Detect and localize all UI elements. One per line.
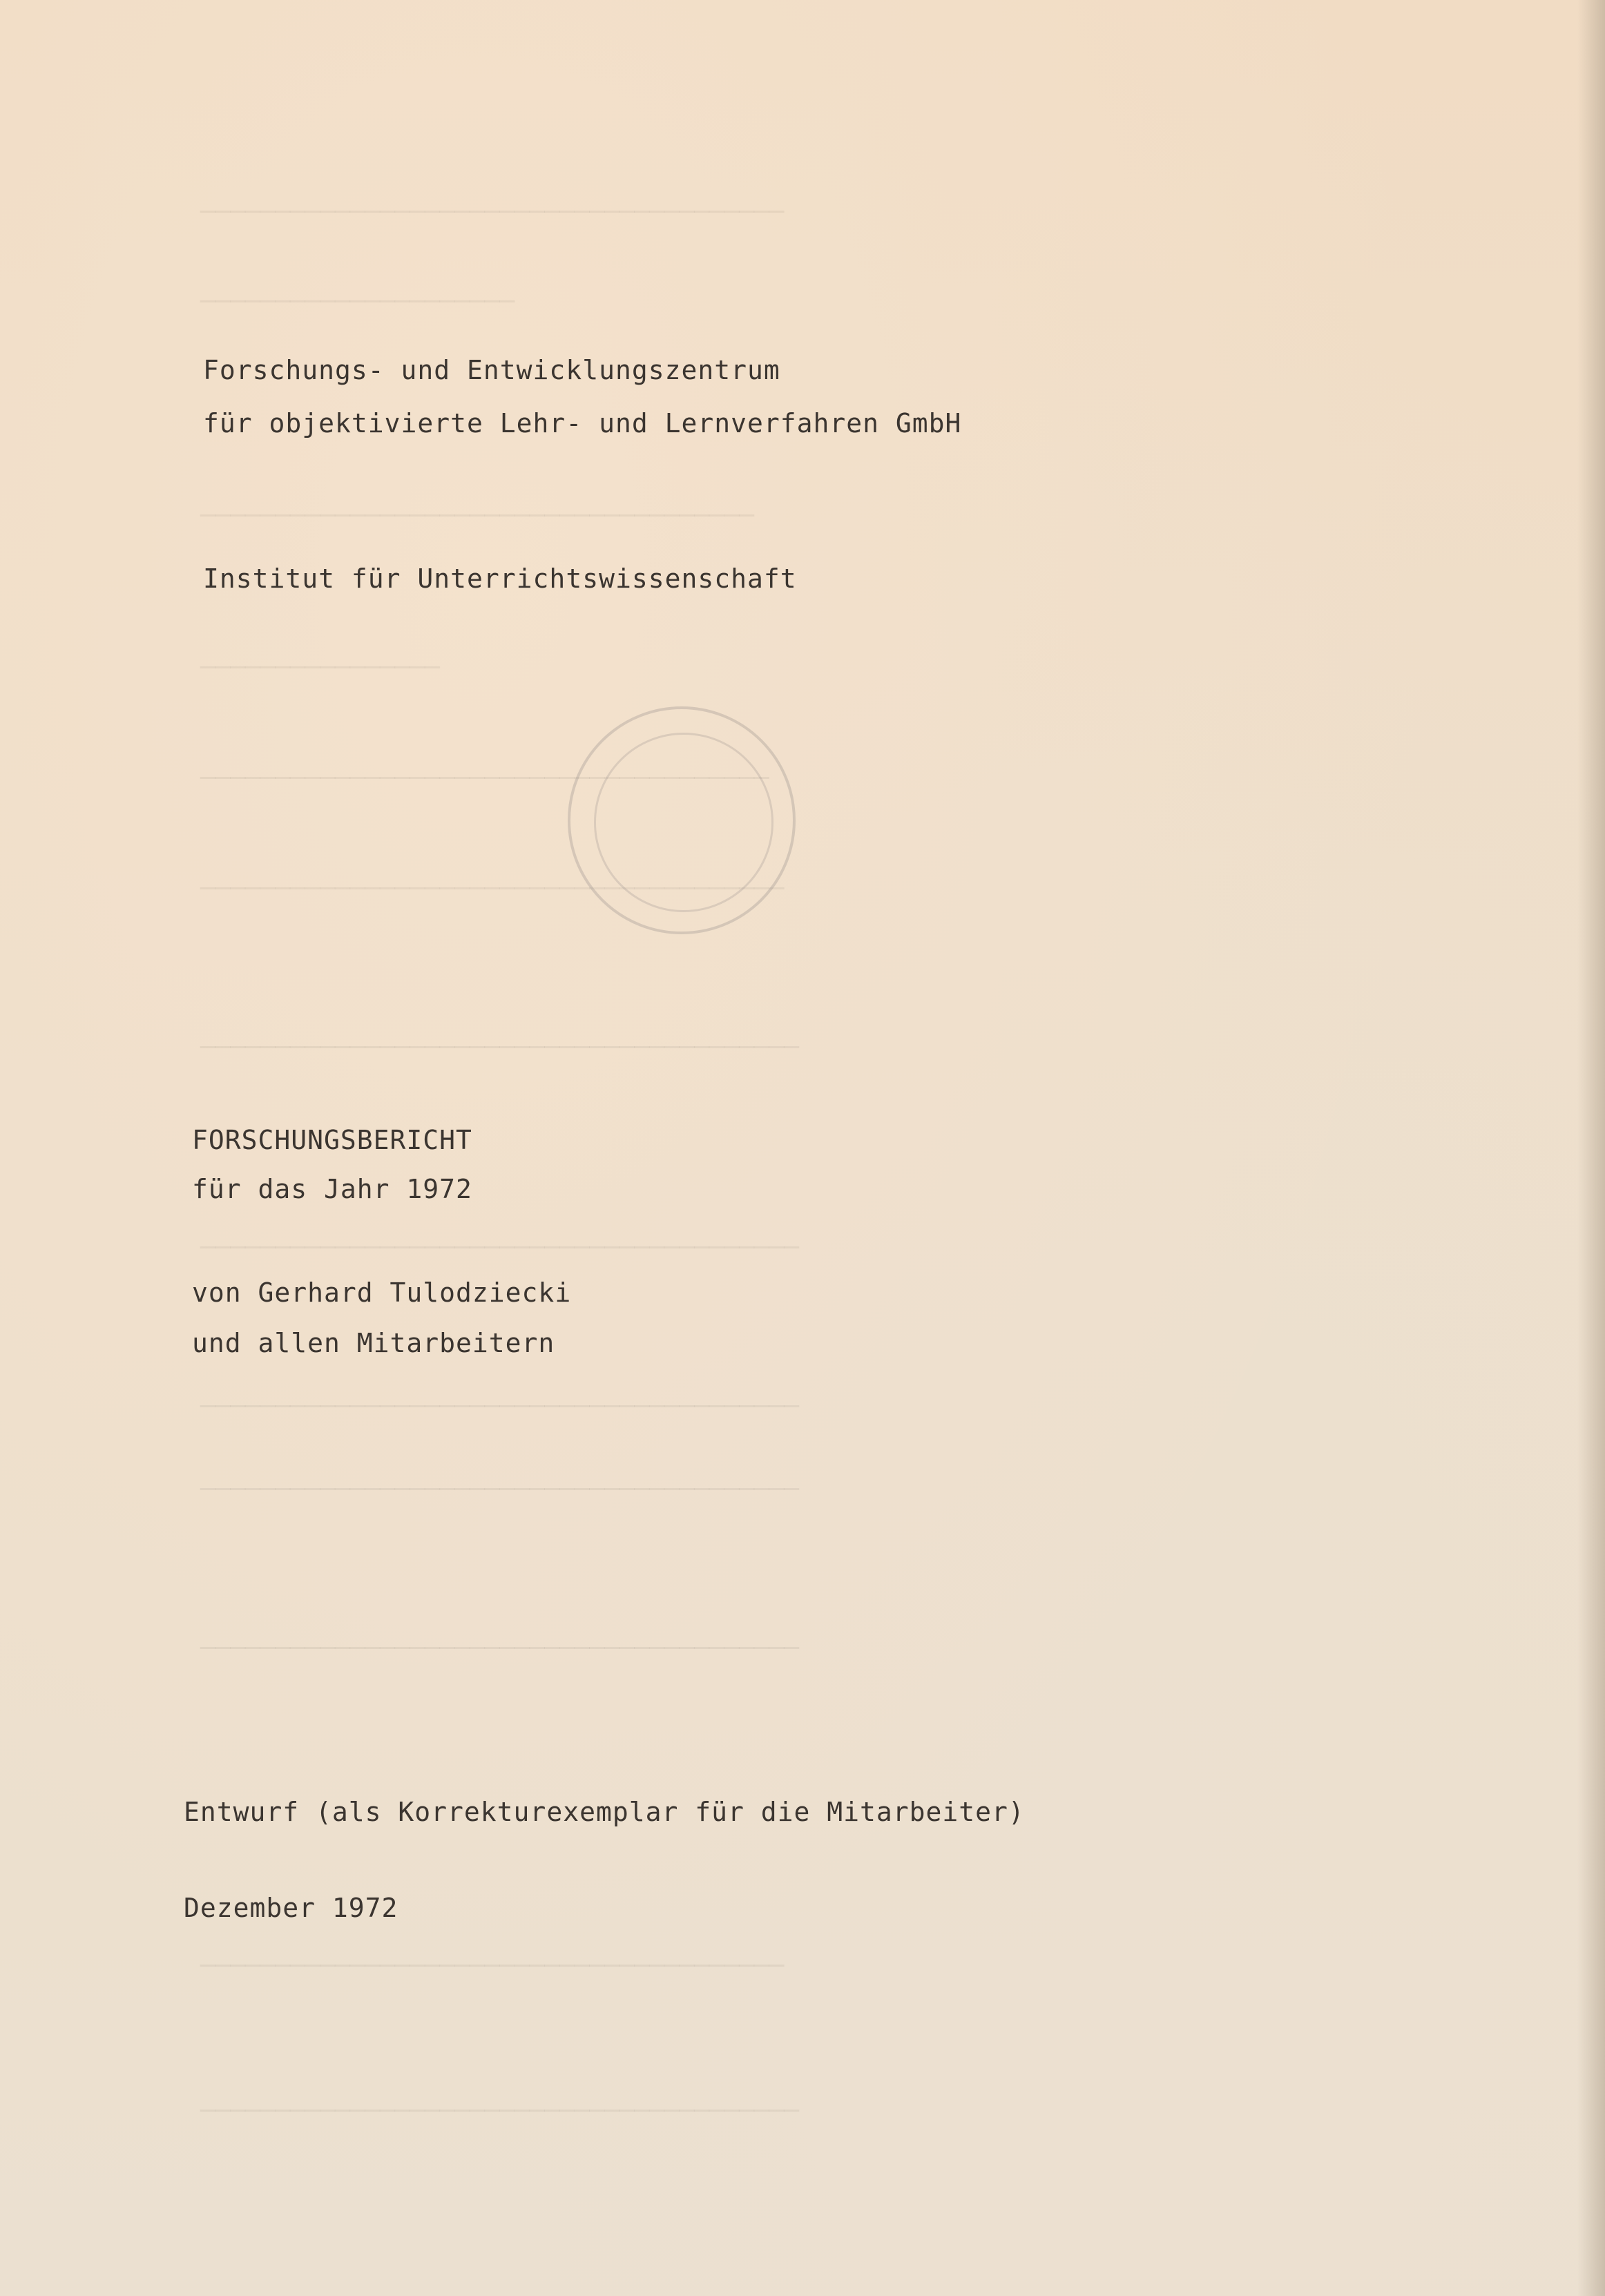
institution-name-line-2: für objektivierte Lehr- und Lernverfahren GmbH [203, 408, 962, 438]
report-year: für das Jahr 1972 [192, 1174, 472, 1204]
bleed-through-line: ───────────────────────────────────── [200, 502, 754, 530]
contributors-line: und allen Mitarbeitern [192, 1328, 555, 1358]
bleed-through-line: ─────────────────────────────────────── [200, 875, 785, 903]
bleed-through-line: ──────────────────────────────────────── [200, 2097, 799, 2125]
bleed-through-line: ───────────────────── [200, 288, 515, 316]
bleed-through-line: ──────────────────────────────────────── [200, 1393, 799, 1421]
report-title: FORSCHUNGSBERICHT [192, 1125, 472, 1155]
institute-name: Institut für Unterrichtswissenschaft [203, 563, 797, 594]
bleed-through-line: ──────────────────────────────────────── [200, 1234, 799, 1262]
bleed-through-line: ──────────────── [200, 654, 440, 682]
document-date: Dezember 1972 [184, 1893, 398, 1923]
page-edge-shadow [1577, 0, 1605, 2296]
bleed-through-line: ──────────────────────────────────────── [200, 1634, 799, 1663]
bleed-through-line: ──────────────────────────────────────── [200, 1034, 799, 1062]
bleed-through-line: ──────────────────────────────────────── [200, 1476, 799, 1504]
library-stamp [568, 706, 796, 934]
bleed-through-line: ─────────────────────────────────────── [200, 1952, 785, 1980]
bleed-through-line: ────────────────────────────────────── [200, 764, 769, 793]
bleed-through-line: ─────────────────────────────────────── [200, 198, 785, 226]
author-line: von Gerhard Tulodziecki [192, 1277, 572, 1308]
draft-note: Entwurf (als Korrekturexemplar für die Mitarbeiter) [184, 1797, 1025, 1827]
institution-name-line-1: Forschungs- und Entwicklungszentrum [203, 355, 780, 385]
